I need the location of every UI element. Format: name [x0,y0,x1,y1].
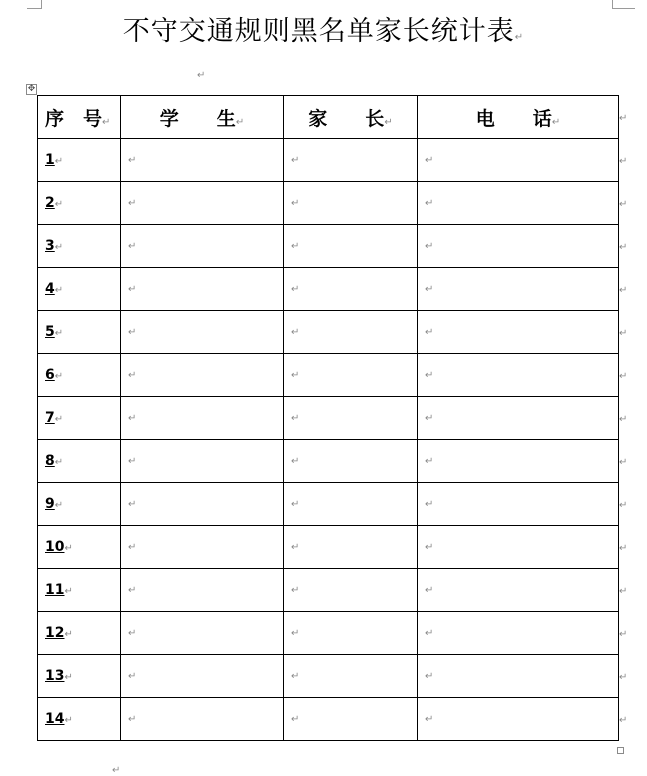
cell-student[interactable]: ↵ [121,268,284,311]
table-row [38,698,619,741]
row-end-mark-icon: ↵ [619,413,628,425]
cell-no[interactable]: 11↵ [38,569,121,612]
table-header-row [38,96,619,139]
cell-parent[interactable]: ↵ [284,311,418,354]
cell-phone[interactable]: ↵ [418,526,619,569]
row-end-mark-icon: ↵ [619,370,628,382]
cell-parent[interactable]: ↵ [284,655,418,698]
cell-student[interactable]: ↵ [121,354,284,397]
row-end-mark-icon: ↵ [619,714,628,726]
table-row [38,311,619,354]
paragraph-mark-icon: ↵ [197,70,206,81]
cell-student[interactable]: ↵ [121,397,284,440]
cell-parent[interactable]: ↵ [284,139,418,182]
cell-parent[interactable]: ↵ [284,397,418,440]
cell-parent[interactable]: ↵ [284,268,418,311]
table-row [38,655,619,698]
cell-phone[interactable]: ↵ [418,612,619,655]
cell-phone[interactable]: ↵ [418,698,619,741]
cell-parent[interactable]: ↵ [284,526,418,569]
page-corner-mark-left [27,0,42,9]
cell-parent[interactable]: ↵ [284,698,418,741]
table-row [38,526,619,569]
paragraph-mark-icon: ↵ [514,32,525,43]
cell-parent[interactable]: ↵ [284,225,418,268]
row-end-mark-icon: ↵ [619,542,628,554]
table-row [38,182,619,225]
table-row [38,569,619,612]
row-end-mark-icon: ↵ [619,327,628,339]
cell-phone[interactable]: ↵ [418,354,619,397]
title-text: 不守交通规则黑名单家长统计表 [122,16,515,47]
cell-phone[interactable]: ↵ [418,440,619,483]
table-row [38,440,619,483]
cell-no[interactable]: 7↵ [38,397,121,440]
blacklist-table [37,95,619,741]
cell-parent[interactable]: ↵ [284,182,418,225]
cell-phone[interactable]: ↵ [418,483,619,526]
cell-phone[interactable]: ↵ [418,569,619,612]
table-row [38,612,619,655]
cell-student[interactable]: ↵ [121,483,284,526]
row-end-mark-icon: ↵ [619,284,628,296]
cell-phone[interactable]: ↵ [418,655,619,698]
cell-no[interactable]: 4↵ [38,268,121,311]
row-end-mark-icon: ↵ [619,198,628,210]
cell-student[interactable]: ↵ [121,225,284,268]
row-end-mark-icon: ↵ [619,499,628,511]
table-row [38,483,619,526]
cell-no[interactable]: 9↵ [38,483,121,526]
cell-parent[interactable]: ↵ [284,569,418,612]
table-row [38,354,619,397]
cell-phone[interactable]: ↵ [418,397,619,440]
row-end-mark-icon: ↵ [619,112,628,124]
row-end-mark-icon: ↵ [619,585,628,597]
header-cell-parent: 家 长↵ [284,96,418,139]
table-row [38,397,619,440]
table-resize-handle[interactable] [617,747,624,754]
table-row [38,139,619,182]
cell-phone[interactable]: ↵ [418,182,619,225]
cell-student[interactable]: ↵ [121,526,284,569]
cell-no[interactable]: 12↵ [38,612,121,655]
row-end-mark-icon: ↵ [619,155,628,167]
cell-no[interactable]: 2↵ [38,182,121,225]
cell-parent[interactable]: ↵ [284,483,418,526]
cell-student[interactable]: ↵ [121,655,284,698]
cell-no[interactable]: 14↵ [38,698,121,741]
cell-parent[interactable]: ↵ [284,354,418,397]
cell-student[interactable]: ↵ [121,139,284,182]
cell-student[interactable]: ↵ [121,698,284,741]
cell-no[interactable]: 3↵ [38,225,121,268]
cell-phone[interactable]: ↵ [418,139,619,182]
cell-no[interactable]: 5↵ [38,311,121,354]
row-end-mark-icon: ↵ [619,628,628,640]
cell-no[interactable]: 10↵ [38,526,121,569]
row-end-mark-icon: ↵ [619,671,628,683]
cell-phone[interactable]: ↵ [418,268,619,311]
row-end-mark-icon: ↵ [619,241,628,253]
table-move-handle-icon[interactable]: ✥ [27,84,36,94]
cell-student[interactable]: ↵ [121,612,284,655]
cell-student[interactable]: ↵ [121,569,284,612]
row-end-mark-icon: ↵ [619,456,628,468]
cell-parent[interactable]: ↵ [284,440,418,483]
cell-phone[interactable]: ↵ [418,225,619,268]
cell-no[interactable]: 13↵ [38,655,121,698]
cell-parent[interactable]: ↵ [284,612,418,655]
table-row [38,225,619,268]
cell-student[interactable]: ↵ [121,182,284,225]
cell-student[interactable]: ↵ [121,440,284,483]
header-cell-student: 学 生↵ [121,96,284,139]
header-cell-phone: 电 话↵ [418,96,619,139]
cell-no[interactable]: 1↵ [38,139,121,182]
table-row [38,268,619,311]
document-title [0,12,647,58]
header-cell-no: 序 号↵ [38,96,121,139]
cell-no[interactable]: 6↵ [38,354,121,397]
cell-no[interactable]: 8↵ [38,440,121,483]
cell-phone[interactable]: ↵ [418,311,619,354]
paragraph-mark-icon: ↵ [112,765,121,776]
page-corner-mark-right [612,0,635,9]
cell-student[interactable]: ↵ [121,311,284,354]
